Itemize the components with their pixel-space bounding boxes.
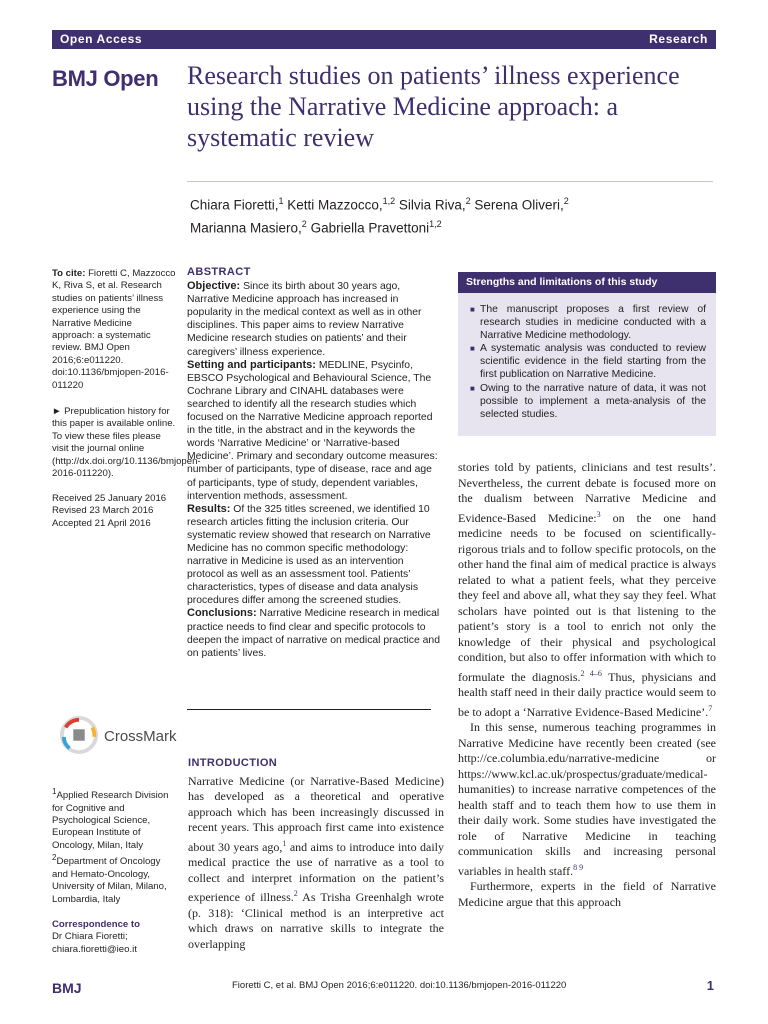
journal-logo: BMJ Open bbox=[52, 66, 159, 91]
strength-item: ■ The manuscript proposes a first review of research studies in medicine conducted with a Narrative Medicine methodology. bbox=[470, 304, 706, 342]
crossmark-badge[interactable] bbox=[58, 716, 188, 758]
introduction: INTRODUCTION Narrative Medicine (or Narrative-Based Medicine) has developed as a theoretical and operative approach which has been increasingly discussed in recent years. This approach first came into existence about 30 years ago,$^1$ and aims to introduce into daily medical practice the use of narrative as a tool to collect and interpret information on the patient’s experience of illness.$^2$ As Trisha Greenhalgh wrote (p. 318): ‘Clinical method is an interpretive act which draws on narrative skills to integrate the overlapping bbox=[188, 757, 444, 951]
section-label: Research bbox=[649, 32, 708, 46]
bullet-icon: ■ bbox=[470, 305, 475, 314]
crossmark-label: CrossMark bbox=[104, 728, 177, 745]
footer-citation: Fioretti C, et al. BMJ Open 2016;6:e011220. doi:10.1136/bmjopen-2016-011220 bbox=[232, 980, 567, 991]
citation-block: To cite: Fioretti C, Mazzocco K, Riva S, et al. Research studies on patients’ illness experience using the Narrative Medicine approach: a systematic review. BMJ Open 2016;6:e011220. doi:10.1136/bmjopen-2016-011220 bbox=[52, 268, 176, 391]
prepublication-note bbox=[52, 406, 201, 480]
article-title: Research studies on patients’ illness experience using the Narrative Medicine approach: a systematic review bbox=[187, 61, 680, 152]
author-line-1: Chiara Fioretti,$^1$ Ketti Mazzocco,$^{1,2}$ Silvia Riva,$^2$ Serena Oliveri,$^2$ bbox=[190, 196, 569, 213]
footer-logo: BMJ bbox=[52, 980, 82, 996]
correspondence-email[interactable]: chiara.fioretti@ieo.it bbox=[52, 943, 137, 955]
abstract-divider bbox=[187, 709, 431, 710]
strength-item: ■ Owing to the narrative nature of data, it was not possible to implement a meta-analysis of the selected studies. bbox=[470, 382, 706, 420]
affiliations: $^1$Applied Research Division for Cognitive and Psychological Science, European Institute of Oncology, Milan, Italy $^2$Department of Oncology and Hemato-Oncology, University of Milan, Milano, Lombardia, Italy bbox=[52, 787, 169, 905]
introduction-heading: INTRODUCTION bbox=[188, 757, 278, 769]
abstract: ABSTRACT Objective: Since its birth about 30 years ago, Narrative Medicine approach has increased in popularity in the medical context as well as in other disciplines. This paper aims to review Narrative Medicine research studies on patients’ and their caregivers’ illness experience. Setting and participants: MEDLINE, Psycinfo, EBSCO Psychological and Behavioural Science, The Cochrane Library and CINAHL databases were searched to identify all the research studies which focused on the Narrative Medicine approach reported in the title, in the abstract and in the keywords the words ‘Narrative Medicine’ or ‘Narrative-based Medicine’. Primary and secondary outcome measures: number of participants, type of disease, race and age of participants, type of study, dependent variables, intervention methods, assessment. Results: Of the 325 titles screened, we identified 10 research articles fitting the inclusion criteria. Our systematic review showed that research on Narrative Medicine has no common specific methodology: narrative in Medicine is used as an intervention protocol as well as an assessment tool. Patients’ characteristics, types of disease and data analysis procedures differ among the screened studies. Conclusions: Narrative Medicine research in medical practice needs to find clear and specific protocols to deepen the impact of narrative on medical practice and on patients’ lives. bbox=[187, 266, 443, 660]
bullet-icon: ■ bbox=[470, 383, 475, 393]
strengths-limitations-box bbox=[458, 272, 716, 436]
body-column: stories told by patients, clinicians and test results’. Nevertheless, the current debate is focused more on the dualism between Narrative Medicine and Evidence-Based Medicine:$^3$ on the one hand medicine needs to be focused on scientifically-rigorous trials and to follow specific protocols, on the other hand the final aim of medical practice is always related to what a patient feels, what they perceive they feel and above all, what they say they feel. What scholars have pointed out is that listening to the patient’s story is a tool to enrich not only the knowledge of their physical and psychological condition, but also to offer information with which to formulate the diagnosis.$^{2 4-6}$ Thus, physicians and health staff need in their daily practice would seem to be to adopt a ‘Narrative Evidence-Based Medicine’.$^7$ In this sense, numerous teaching programmes in Narrative Medicine have recently been created (see http://ce.columbia.edu/narrative-medicine or https://www.kcl.ac.uk/prospectus/graduate/medical-humanities) to increase narrative competences of the health staff and to teach them how to use them in their daily work. Some studies have investigated the role of Narrative Medicine in teaching communication skills and increasing personal variables in health staff.$^{8 9}$ Furthermore, experts in the field of Narrative Medicine argue that this approach bbox=[458, 460, 717, 909]
author-line-2: Marianna Masiero,$^2$ Gabriella Pravettoni$^{1,2}$ bbox=[190, 218, 442, 235]
strength-item: ■ A systematic analysis was conducted to review scientific evidence in the field starting from the first publication on Narrative Medicine. bbox=[470, 343, 706, 381]
correspondence: Correspondence to Dr Chiara Fioretti; chiara.fioretti@ieo.it bbox=[52, 919, 177, 956]
title-divider bbox=[187, 181, 713, 182]
dates-block: Received 25 January 2016 Revised 23 March 2016 Accepted 21 April 2016 bbox=[52, 493, 167, 529]
author-list bbox=[190, 192, 710, 237]
prepub-link[interactable]: ► Prepublication history for this paper is available online. To view these files please visit the journal online (http://dx.doi.org/10.1136/bmjopen-2016-011220). bbox=[52, 406, 201, 480]
strengths-heading: Strengths and limitations of this study bbox=[458, 272, 716, 293]
crossmark-icon bbox=[60, 716, 98, 754]
abstract-heading: ABSTRACT bbox=[187, 266, 251, 278]
open-access-label: Open Access bbox=[60, 32, 143, 46]
page-number: 1 bbox=[706, 978, 714, 993]
bullet-icon: ■ bbox=[470, 344, 475, 354]
header-bar bbox=[52, 30, 716, 49]
